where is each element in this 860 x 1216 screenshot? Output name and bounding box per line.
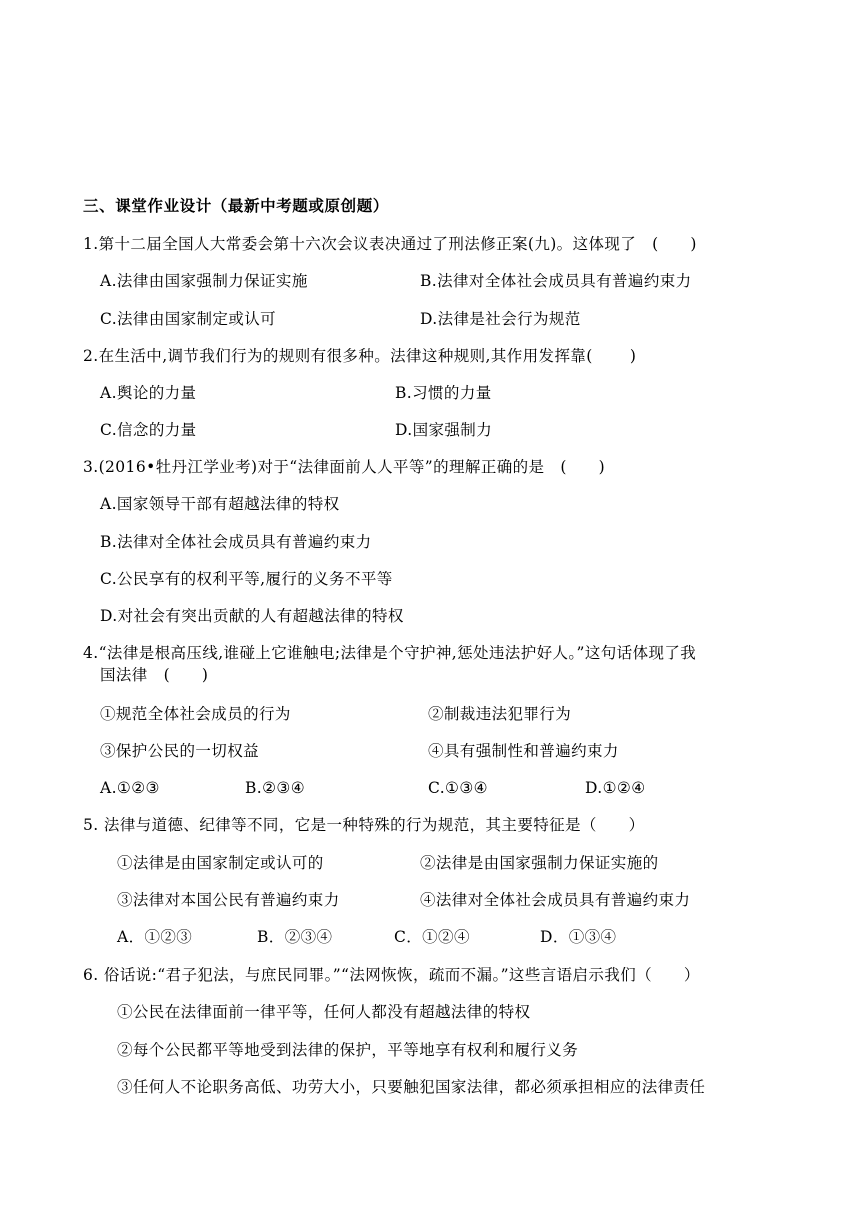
question-1-option-d: D.法律是社会行为规范 [420, 310, 581, 328]
question-3-stem: 3.(2016•牡丹江学业考)对于“法律面前人人平等”的理解正确的是 ( ) [83, 458, 606, 476]
question-3-option-c: C.公民享有的权利平等,履行的义务不平等 [100, 570, 393, 588]
question-4-stem-line1: 4.“法律是根高压线,谁碰上它谁触电;法律是个守护神,惩处违法护好人。”这句话体现了我 [83, 644, 697, 662]
question-5-stem: 5. 法律与道德、纪律等不同，它是一种特殊的行为规范，其主要特征是（ ） [83, 816, 645, 834]
question-2-option-d: D.国家强制力 [395, 421, 493, 439]
question-5-option-d: D．①③④ [540, 928, 617, 946]
question-1-option-b: B.法律对全体社会成员具有普遍约束力 [420, 272, 692, 290]
question-4-statement-2: ②制裁违法犯罪行为 [428, 705, 572, 723]
question-5-statement-2: ②法律是由国家强制力保证实施的 [420, 854, 659, 872]
question-5-statement-1: ①法律是由国家制定或认可的 [117, 854, 324, 872]
question-3-option-a: A.国家领导干部有超越法律的特权 [100, 495, 340, 513]
question-5-option-c: C．①②④ [394, 928, 470, 946]
question-5-option-a: A．①②③ [117, 928, 193, 946]
question-1-option-c: C.法律由国家制定或认可 [100, 310, 277, 328]
question-2-stem: 2.在生活中,调节我们行为的规则有很多种。法律这种规则,其作用发挥靠( ) [83, 347, 637, 365]
question-4-stem-line2: 国法律 ( ) [100, 666, 209, 684]
question-6-statement-2: ②每个公民都平等地受到法律的保护，平等地享有权利和履行义务 [117, 1041, 579, 1059]
question-6-statement-3: ③任何人不论职务高低、功劳大小，只要触犯国家法律，都必须承担相应的法律责任 [117, 1078, 706, 1096]
question-5-option-b: B．②③④ [257, 928, 333, 946]
question-5-statement-4: ④法律对全体社会成员具有普遍约束力 [420, 891, 691, 909]
question-2-option-a: A.舆论的力量 [100, 384, 197, 402]
question-1-stem: 1.第十二届全国人大常委会第十六次会议表决通过了刑法修正案(九)。这体现了 ( ) [83, 235, 697, 253]
question-2-option-c: C.信念的力量 [100, 421, 197, 439]
question-4-option-a: A.①②③ [100, 779, 160, 797]
question-4-option-d: D.①②④ [585, 779, 646, 797]
question-5-statement-3: ③法律对本国公民有普遍约束力 [117, 891, 340, 909]
question-4-option-b: B.②③④ [245, 779, 306, 797]
question-6-statement-1: ①公民在法律面前一律平等，任何人都没有超越法律的特权 [117, 1003, 531, 1021]
section-title: 三、课堂作业设计（最新中考题或原创题） [83, 197, 389, 215]
question-4-statement-1: ①规范全体社会成员的行为 [100, 705, 291, 723]
question-1-option-a: A.法律由国家强制力保证实施 [100, 272, 308, 290]
question-6-stem: 6. 俗话说:“君子犯法，与庶民同罪。”“法网恢恢，疏而不漏。”这些言语启示我们（ ） [83, 966, 700, 984]
question-2-option-b: B.习惯的力量 [395, 384, 492, 402]
question-4-option-c: C.①③④ [428, 779, 488, 797]
question-3-option-d: D.对社会有突出贡献的人有超越法律的特权 [100, 607, 404, 625]
question-3-option-b: B.法律对全体社会成员具有普遍约束力 [100, 533, 372, 551]
question-4-statement-4: ④具有强制性和普遍约束力 [428, 742, 619, 760]
question-4-statement-3: ③保护公民的一切权益 [100, 742, 260, 760]
